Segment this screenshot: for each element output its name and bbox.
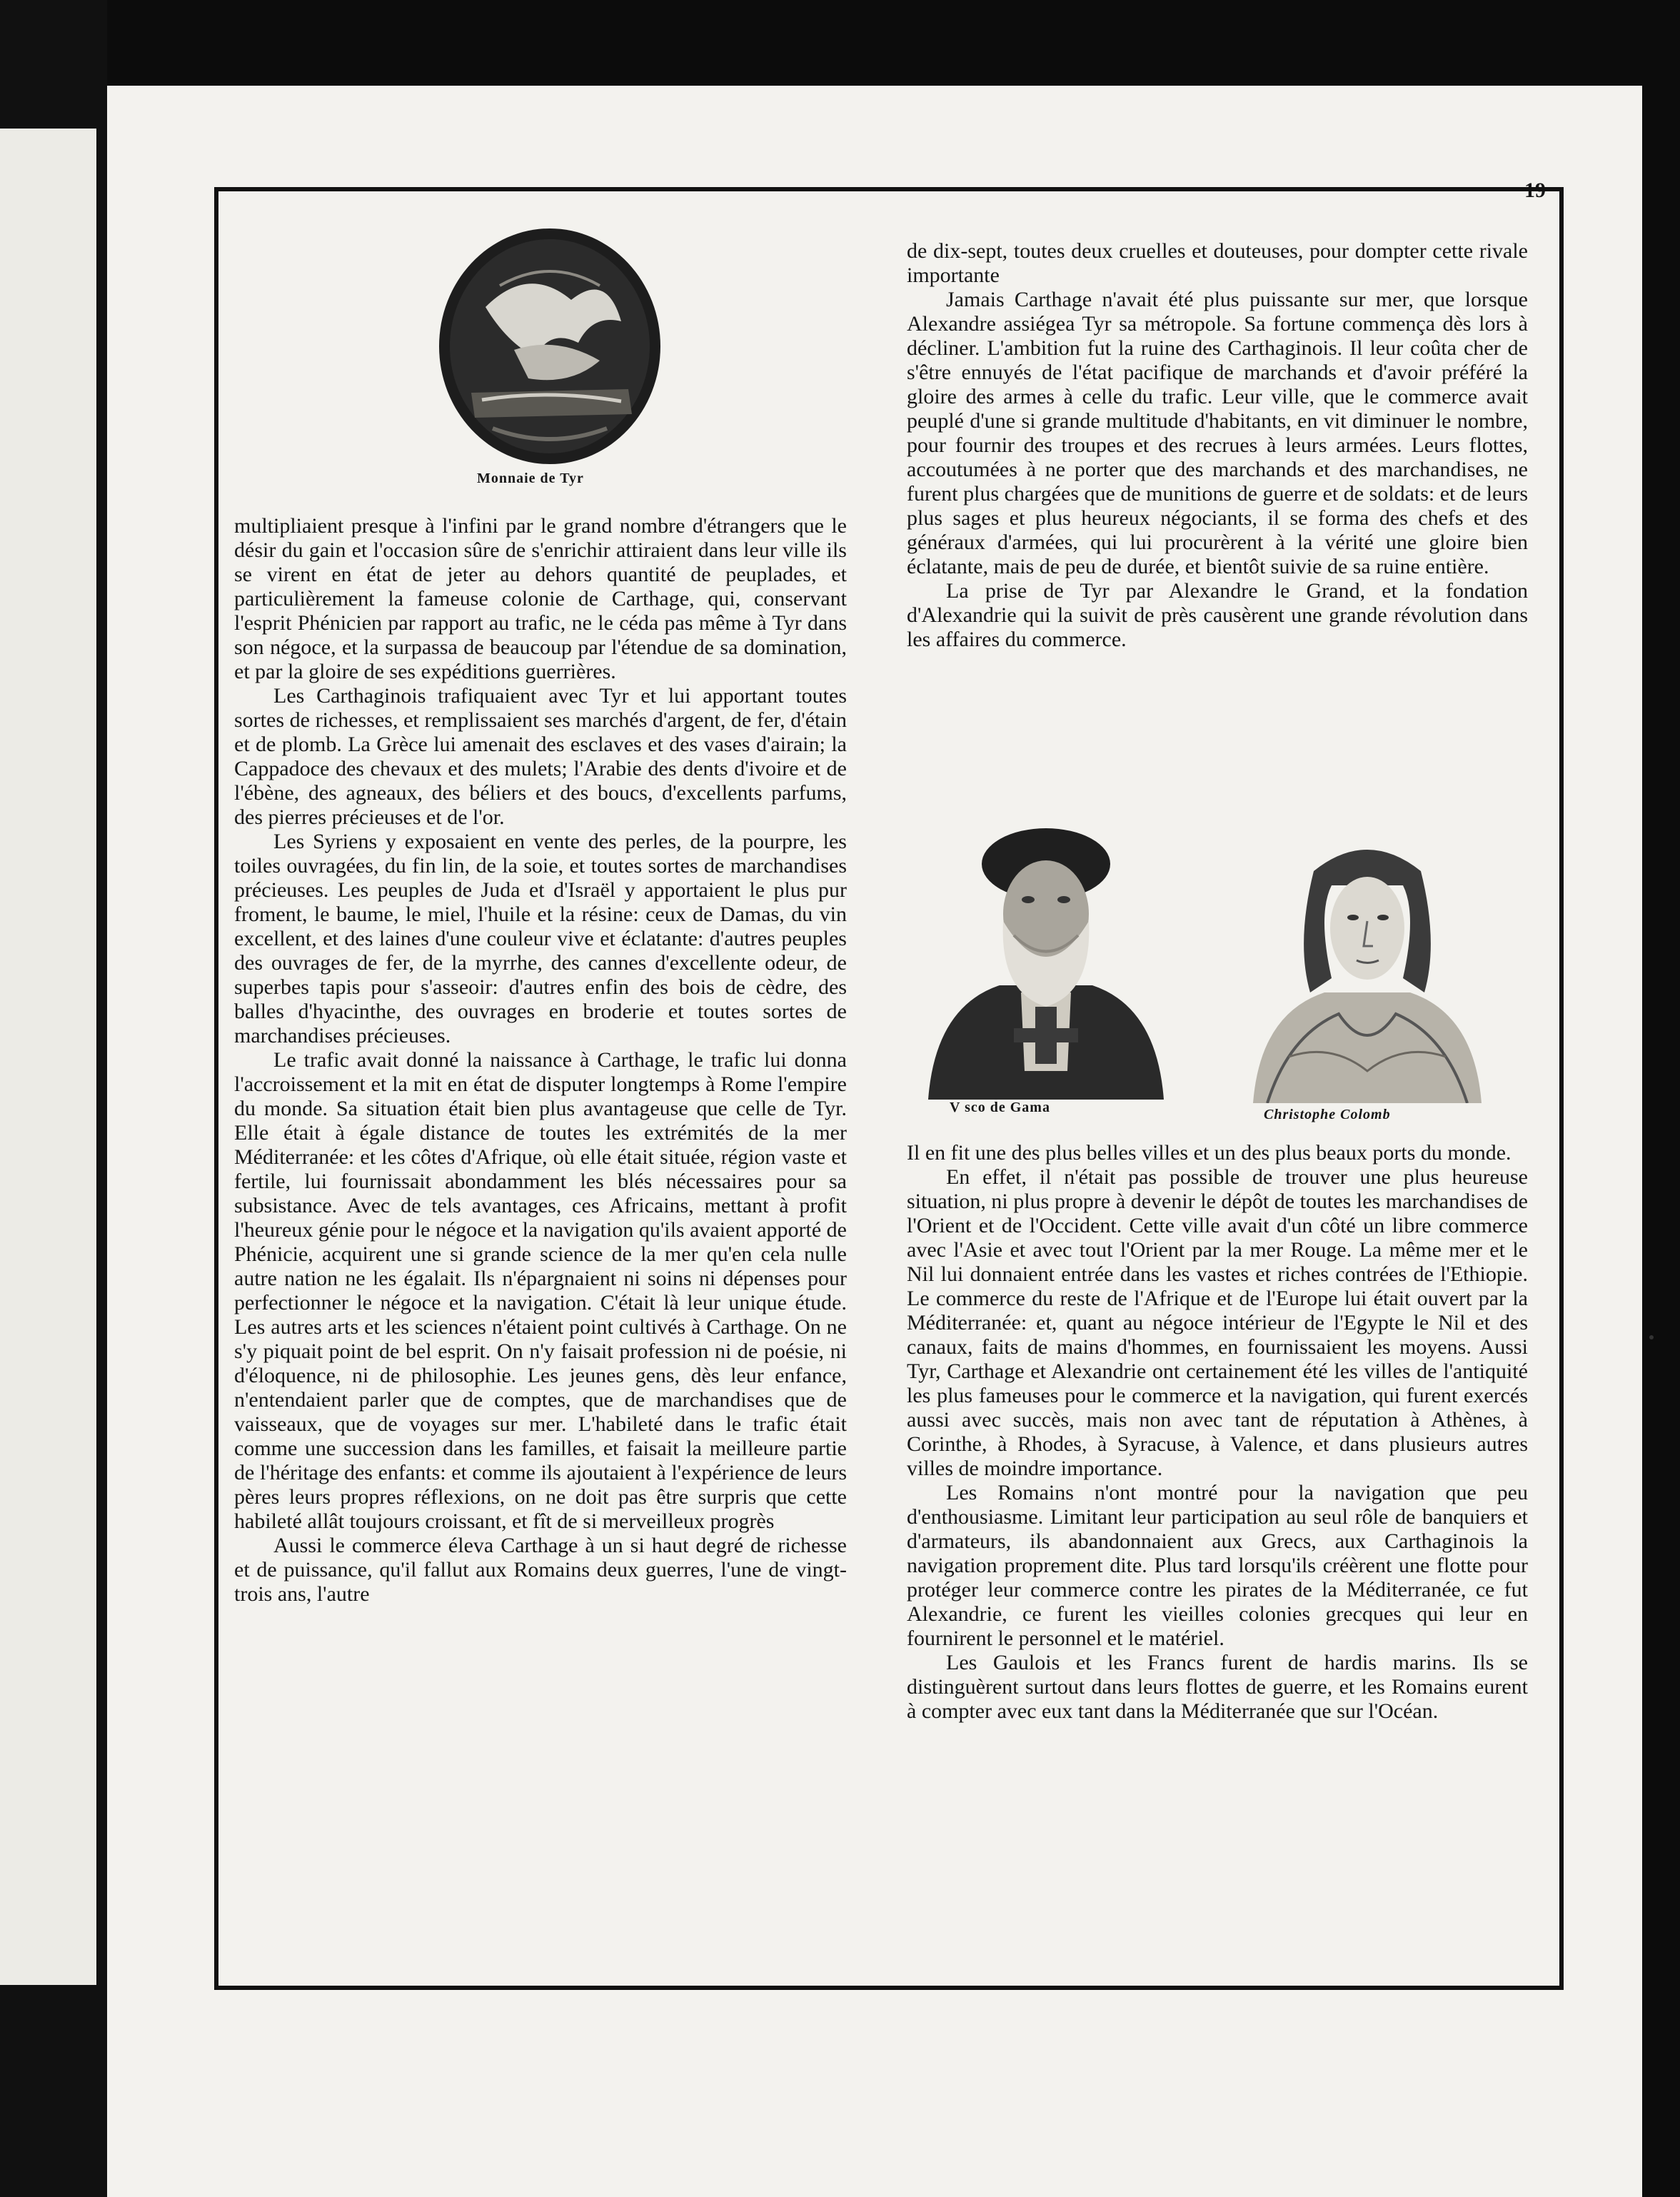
paragraph: de dix-sept, toutes deux cruelles et douteuses, pour dompter cette rivale importante	[907, 239, 1528, 287]
previous-page-edge	[0, 0, 107, 2197]
christophe-colomb-caption: Christophe Colomb	[1264, 1107, 1391, 1122]
christophe-colomb-portrait	[1246, 828, 1489, 1103]
column-right-top	[907, 239, 1528, 652]
paragraph: Il en fit une des plus belles villes et un des plus beaux ports du monde.	[907, 1141, 1512, 1165]
paragraph: Le trafic avait donné la naissance à Carthage, le trafic lui donna l'accroissement et la mit en état de disputer longtemps à Rome l'empire du monde. Sa situation était bien plus avantageuse que celle de Tyr. Elle était à égale distance de toutes les extrémités de la mer Méditerranée: et les côtes d'Afrique, où elle était située, région vaste et fertile, lui fournissait abondamment les blés nécessaires pour sa subsistance. Avec de tels avantages, ces Africains, mettant à profit l'heureux génie pour le négoce et la navigation qu'ils avaient apporté de Phénicie, acquirent une si grande science de la mer qu'en cela nulle autre nation ne les égalait. Ils n'épargnaient ni soins ni dépenses pour perfectionner le négoce et la navigation. C'était là leur unique étude. Les autres arts et les sciences n'étaient point cultivés à Carthage. On ne s'y piquait point de bel esprit. On n'y faisait profession ni de poésie, ni d'éloquence, ni de philosophie. Les jeunes gens, dès leur enfance, n'entendaient parler que de comptes, que de marchandises que de vaisseaux, que de voyages sur mer. L'habileté dans le trafic était comme une succession dans les familles, et faisait la meilleure partie de l'héritage des enfants: et comme ils ajoutaient à l'expérience de leurs pères leurs propres réflexions, on ne doit pas être surpris que cette habileté allât toujours croissant, et fît de si merveilleux progrès	[234, 1048, 847, 1533]
column-left	[234, 514, 847, 1607]
paragraph: Les Gaulois et les Francs furent de hardis marins. Ils se distinguèrent surtout dans leurs flottes de guerre, et les Romains eurent à compter avec eux tant dans la Méditerranée que sur l'Océan.	[907, 1651, 1528, 1723]
vasco-de-gama-portrait	[914, 814, 1178, 1100]
paragraph: Jamais Carthage n'avait été plus puissante sur mer, que lorsque Alexandre assiégea Tyr sa métropole. Sa fortune commença dès lors à décliner. L'ambition fut la ruine des Carthaginois. Il leur coûta cher de s'être ennuyés de l'état pacifique de marchands et d'avoir préféré la gloire des armes à celle du trafic. Leur ville, que le commerce avait peuplé d'une si grande multitude d'habitants, en vit diminuer le nombre, pour fournir des troupes et des recrues à leurs armées. Leurs flottes, accoutumées à ne porter que des marchands et des marchandises, ne furent plus chargées que de munitions de guerre et de soldats: et de leurs plus sages et plus heureux négociants, il se forma des chefs et des généraux d'armées, qui lui procurèrent à la vérité une gloire bien éclatante, mais de peu de durée, et bientôt suivie de sa ruine entière.	[907, 288, 1529, 578]
paragraph: Les Syriens y exposaient en vente des perles, de la pourpre, les toiles ouvragées, du fin lin, de la soie, et toutes sortes de marchandises précieuses. Les peuples de Juda et d'Israël y apportaient le plus pur froment, le baume, le miel, l'huile et la résine: ceux de Damas, du vin excellent, et des laines d'une couleur vive et éclatante: d'autres peuples des ouvrages de fer, de la myrrhe, des cannes d'excellente odeur, de superbes tapis pour s'asseoir: d'autres enfin des bois de cèdre, des balles d'hyacinthe, des ouvrages en broderie et toutes sortes de marchandises précieuses.	[234, 830, 847, 1047]
paragraph: La prise de Tyr par Alexandre le Grand, et la fondation d'Alexandrie qui la suivit de près causèrent une grande révolution dans les affaires du commerce.	[907, 579, 1528, 651]
paragraph: En effet, il n'était pas possible de trouver une plus heureuse situation, ni plus propre à devenir le dépôt de toutes les marchandises de l'Orient et de l'Occident. Cette ville avait d'un côté un libre commerce avec l'Asie et avec tout l'Orient par la mer Rouge. La même mer et le Nil lui donnaient entrée dans les vastes et riches contrées de l'Ethiopie. Le commerce du reste de l'Afrique et de l'Europe lui était ouvert par la Méditerranée: et, quant au négoce intérieur de l'Egypte le Nil et des canaux, faits de mains d'hommes, en fournissaient les moyens. Aussi Tyr, Carthage et Alexandrie ont certainement été les villes de l'antiquité les plus fameuses pour le commerce et la navigation, qui furent exercés aussi avec succès, mais non avec tant de réputation à Athènes, à Corinthe, à Rhodes, à Syracuse, à Valence, et dans plusieurs autres villes de moindre importance.	[907, 1165, 1528, 1480]
paragraph: Les Carthaginois trafiquaient avec Tyr et lui apportant toutes sortes de richesses, et remplissaient ses marchés d'argent, de fer, d'étain et de plomb. La Grèce lui amenait des esclaves et des vases d'airain; la Cappadoce des chevaux et des mulets; l'Arabie des dents d'ivoire et de l'ébène, des agneaux, des béliers et des boucs, d'excellents parfums, des pierres précieuses et de l'or.	[234, 684, 847, 829]
coin-caption: Monnaie de Tyr	[477, 471, 584, 486]
scan-speck	[1649, 1335, 1654, 1339]
paragraph: Aussi le commerce éleva Carthage à un si haut degré de richesse et de puissance, qu'il fallut aux Romains deux guerres, l'une de vingt-trois ans, l'autre	[234, 1534, 847, 1606]
coin-illustration	[428, 221, 671, 478]
column-right-bottom	[907, 1141, 1528, 1724]
paragraph: Les Romains n'ont montré pour la navigation que peu d'enthousiasme. Limitant leur participation au seul rôle de banquiers et d'armateurs, ils abandonnaient aux Grecs, aux Carthaginois la navigation proprement dite. Plus tard lorsqu'ils créèrent une flotte pour protéger leur commerce contre les pirates de la Méditerranée, ce fut Alexandrie, ce furent les vieilles colonies grecques qui leur en fournirent le personnel et le matériel.	[907, 1481, 1528, 1650]
vasco-de-gama-caption: V sco de Gama	[950, 1100, 1050, 1115]
page-number: 19	[1524, 179, 1546, 202]
paragraph: multipliaient presque à l'infini par le grand nombre d'étrangers que le désir du gain et l'occasion sûre de s'enrichir attiraient dans leur ville ils se virent en état de jeter au dehors quantité de peuplades, et particulièrement la fameuse colonie de Carthage, qui, conservant l'esprit Phénicien par rapport au trafic, ne le céda pas même à Tyr dans son négoce, et la surpassa de beaucoup par l'étendue de sa domination, et par la gloire de ses expéditions guerrières.	[234, 514, 847, 683]
